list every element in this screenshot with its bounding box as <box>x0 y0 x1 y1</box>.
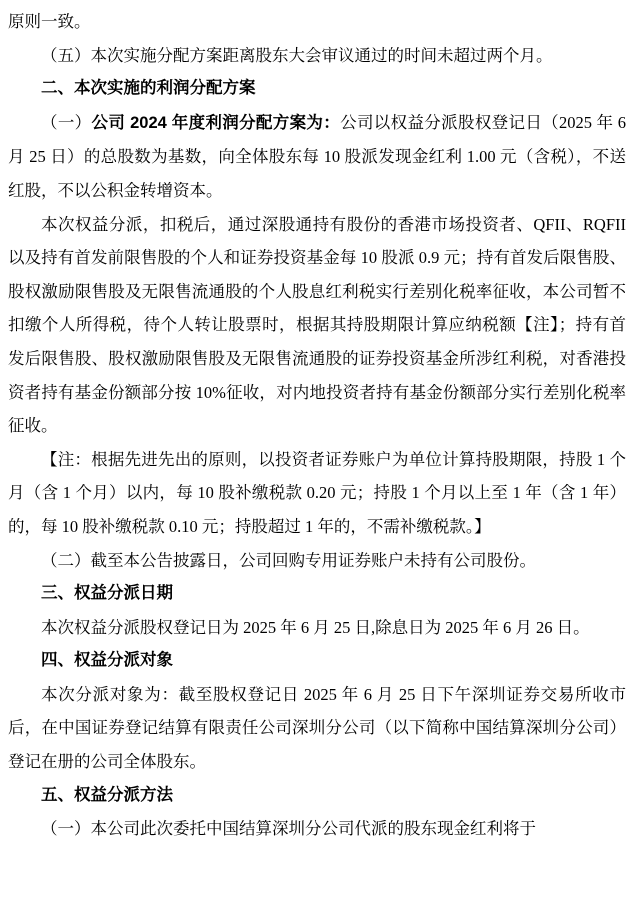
bold-text: 五、权益分派方法 <box>41 785 173 804</box>
section-heading <box>8 779 626 813</box>
paragraph <box>8 443 626 544</box>
body-text: 本次权益分派，扣税后，通过深股通持有股份的香港市场投资者、QFII、RQFII 以及持有首发前限售股的个人和证券投资基金每 10 股派 0.9 元；持有首发后限售股、股权激励限售股及无限售流通股的个人股息红利税实行差别化税率征收，本公司暂不扣缴个人所得税，待个人转让股票时，根据其持股期限计算应纳税额【注】；持有首发后限售股、股权激励限售股及无限售流通股的证券投资基金所涉红利税，对香港投资者持有基金份额部分按 10%征收，对内地投资者持有基金份额部分实行差别化税率征收。 <box>8 214 626 436</box>
body-text: （一）本公司此次委托中国结算深圳分公司代派的股东现金红利将于 <box>41 819 536 839</box>
paragraph <box>8 5 626 39</box>
bold-text: 公司 2024 年度利润分配方案为： <box>91 113 341 132</box>
body-text: （二）截至本公告披露日，公司回购专用证券账户未持有公司股份。 <box>41 550 536 570</box>
body-text: （五）本次实施分配方案距离股东大会审议通过的时间未超过两个月。 <box>41 45 553 65</box>
body-text: （一） <box>41 112 92 132</box>
paragraph <box>8 611 626 645</box>
section-heading <box>8 72 626 106</box>
section-heading <box>8 577 626 611</box>
body-text: 原则一致。 <box>8 12 91 31</box>
document-body <box>8 5 626 846</box>
body-text: 本次权益分派股权登记日为 2025 年 6 月 25 日,除息日为 2025 年 6 月 26 日。 <box>41 617 590 637</box>
paragraph <box>8 544 626 578</box>
paragraph <box>8 39 626 73</box>
bold-text: 三、权益分派日期 <box>41 584 173 603</box>
bold-text: 四、权益分派对象 <box>41 651 173 670</box>
bold-text: 二、本次实施的利润分配方案 <box>41 79 256 98</box>
paragraph <box>8 208 626 443</box>
paragraph <box>8 106 626 208</box>
section-heading <box>8 644 626 678</box>
paragraph <box>8 812 626 846</box>
body-text: 本次分派对象为：截至股权登记日 2025 年 6 月 25 日下午深圳证券交易所收市后，在中国证券登记结算有限责任公司深圳分公司（以下简称中国结算深圳分公司）登记在册的公司全体股东。 <box>8 684 626 772</box>
body-text: 【注：根据先进先出的原则，以投资者证券账户为单位计算持股期限，持股 1 个月（含 1 个月）以内，每 10 股补缴税款 0.20 元；持股 1 个月以上至 1 年（含 1 年）的，每 10 股补缴税款 0.10 元；持股超过 1 年的，不需补缴税款。】 <box>8 449 626 536</box>
paragraph <box>8 678 626 779</box>
body-text: 公司以权益分派股权登记日（2025 年 6 月 25 日）的总股数为基数，向全体股东每 10 股派发现金红利 1.00 元（含税），不送红股，不以公积金转增资本。 <box>8 112 627 200</box>
